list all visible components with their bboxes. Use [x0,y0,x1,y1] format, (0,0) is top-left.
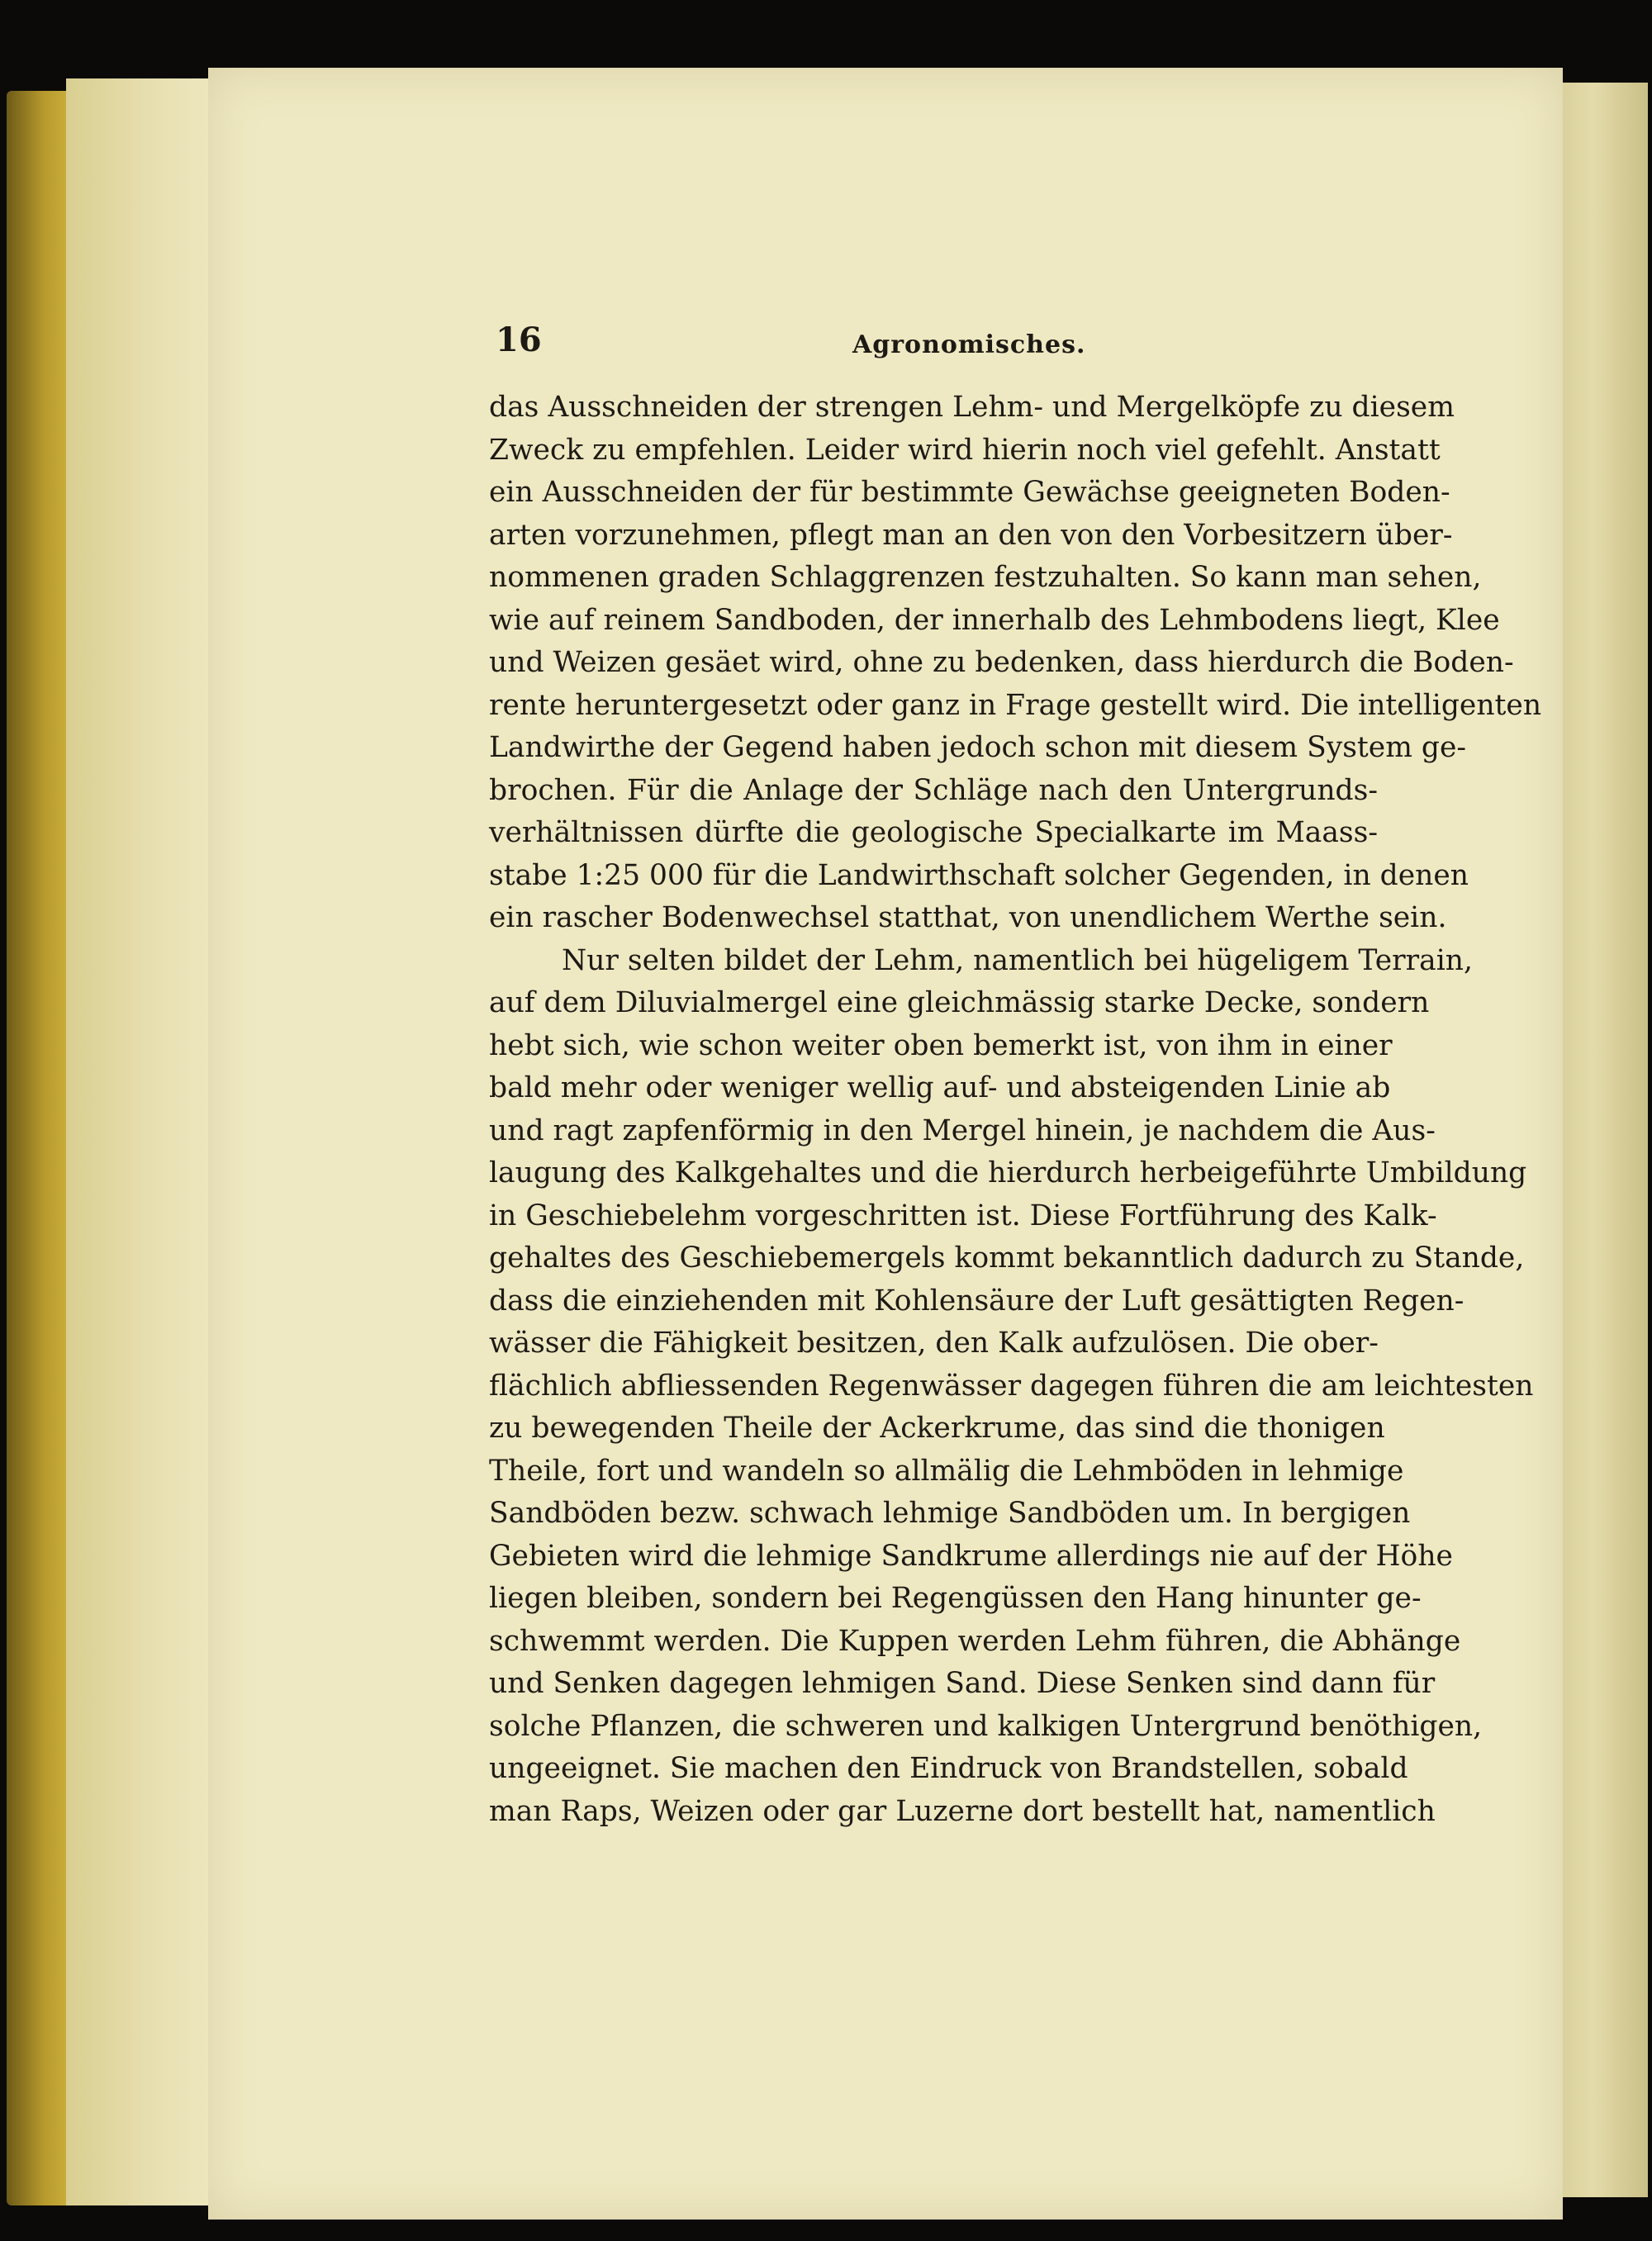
text-line: und Weizen gesäet wird, ohne zu bedenken, dass hierdurch die Boden- [489,646,1514,679]
text-line: und ragt zapfenförmig in den Mergel hinein, je nachdem die Aus- [489,1113,1436,1147]
text-line: gehaltes des Geschiebemergels kommt bekanntlich dadurch zu Stande, [489,1242,1525,1275]
facing-page-edge [1557,83,1648,2197]
text-line: nommenen graden Schlaggrenzen festzuhalten. So kann man sehen, [489,561,1482,594]
text-line: wässer die Fähigkeit besitzen, den Kalk aufzulösen. Die ober- [489,1327,1379,1360]
text-line: Gebieten wird die lehmige Sandkrume allerdings nie auf der Höhe [489,1539,1453,1573]
text-line: flächlich abfliessenden Regenwässer dagegen führen die am leichtesten [489,1369,1534,1403]
text-line: dass die einziehenden mit Kohlensäure der Luft gesättigten Regen- [489,1284,1464,1318]
page-number: 16 [496,320,542,359]
text-line: Theile, fort und wandeln so allmälig die Lehmböden in lehmige [489,1454,1404,1488]
text-line: ein Ausschneiden der für bestimmte Gewächse geeigneten Boden- [489,476,1450,509]
text-line: brochen. Für die Anlage der Schläge nach den Untergrunds- [489,773,1378,807]
text-line: hebt sich, wie schon weiter oben bemerkt ist, von ihm in einer [489,1028,1393,1062]
text-line: arten vorzunehmen, pflegt man an den von den Vorbesitzern über- [489,518,1453,552]
paragraph-first-line: Nur selten bildet der Lehm, namentlich bei hügeligem Terrain, [562,943,1473,977]
text-line: ungeeignet. Sie machen den Eindruck von Brandstellen, sobald [489,1752,1408,1785]
underlying-pages [66,78,231,2205]
text-line: verhältnissen dürfte die geologische Specialkarte im Maass- [489,816,1378,849]
text-line: auf dem Diluvialmergel eine gleichmässig starke Decke, sondern [489,986,1430,1019]
text-line: liegen bleiben, sondern bei Regengüssen den Hang hinunter ge- [489,1582,1422,1615]
text-line: bald mehr oder weniger wellig auf- und absteigenden Linie ab [489,1071,1391,1104]
text-line: ein rascher Bodenwechsel statthat, von unendlichem Werthe sein. [489,901,1447,934]
text-line: in Geschiebelehm vorgeschritten ist. Diese Fortführung des Kalk- [489,1199,1437,1232]
text-line: das Ausschneiden der strengen Lehm- und Mergelköpfe zu diesem [489,391,1455,424]
text-line: und Senken dagegen lehmigen Sand. Diese Senken sind dann für [489,1667,1436,1700]
text-line: stabe 1:25 000 für die Landwirthschaft solcher Gegenden, in denen [489,858,1469,892]
text-line: rente heruntergesetzt oder ganz in Frage gestellt wird. Die intelligenten [489,688,1542,722]
text-line: wie auf reinem Sandboden, der innerhalb des Lehmbodens liegt, Klee [489,603,1500,637]
text-line: schwemmt werden. Die Kuppen werden Lehm führen, die Abhänge [489,1624,1461,1658]
text-line: zu bewegenden Theile der Ackerkrume, das sind die thonigen [489,1412,1385,1445]
text-line: Sandböden bezw. schwach lehmige Sandböden um. In bergigen [489,1497,1411,1530]
text-line: man Raps, Weizen oder gar Luzerne dort bestellt hat, namentlich [489,1794,1436,1828]
text-line: Landwirthe der Gegend haben jedoch schon mit diesem System ge- [489,731,1467,764]
text-line: Zweck zu empfehlen. Leider wird hierin noch viel gefehlt. Anstatt [489,433,1441,467]
running-title: Agronomisches. [852,330,1086,359]
running-head [496,320,1375,370]
text-line: solche Pflanzen, die schweren und kalkigen Untergrund benöthigen, [489,1709,1483,1743]
text-line: laugung des Kalkgehaltes und die hierdurch herbeigeführte Umbildung [489,1156,1527,1189]
body-text [489,387,1542,1833]
